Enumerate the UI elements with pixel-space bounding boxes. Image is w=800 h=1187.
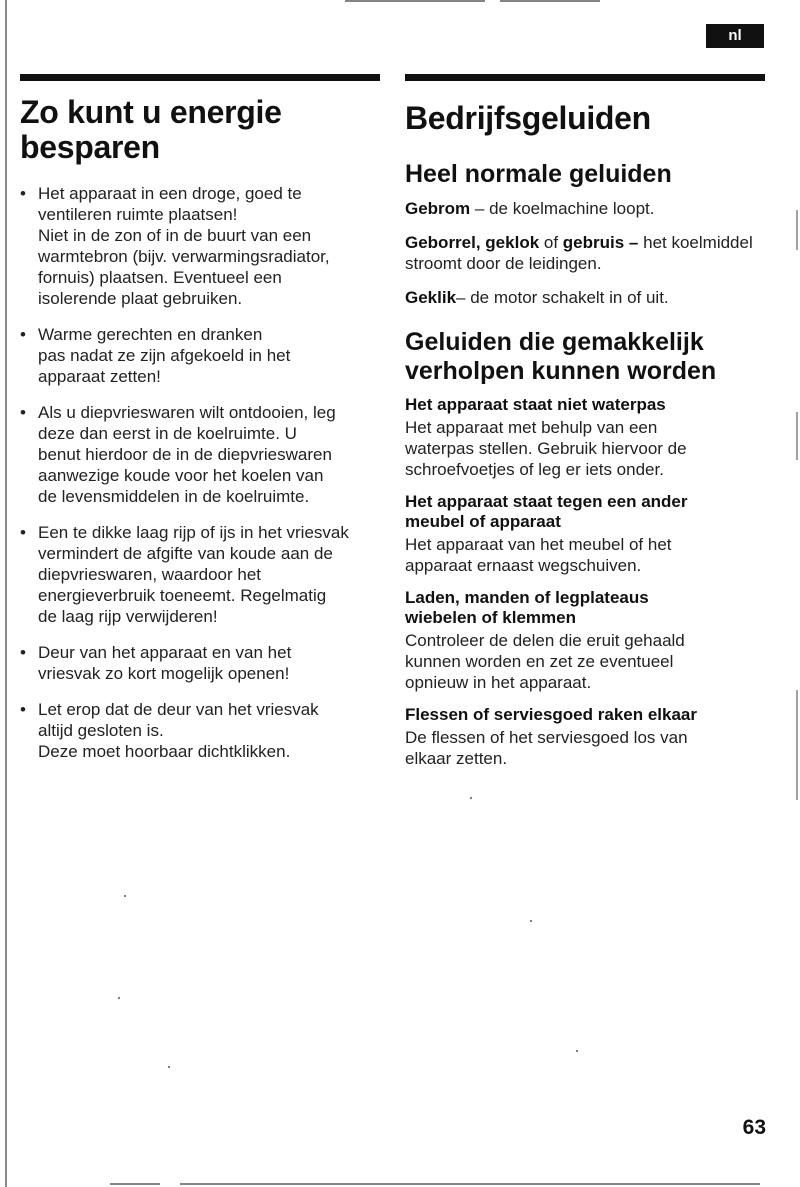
solution-line: Controleer de delen die eruit gehaald	[405, 631, 685, 650]
noise-term: gebruis –	[562, 233, 639, 252]
tip-item	[20, 642, 380, 684]
problem-title-line: Flessen of serviesgoed raken elkaar	[405, 705, 697, 724]
bullet-icon: •	[20, 325, 26, 344]
problem-title	[405, 588, 765, 628]
heading-line: Geluiden die gemakkelijk	[405, 328, 704, 356]
tip-line: Warme gerechten en dranken	[38, 325, 263, 344]
tip-line: vriesvak zo kort mogelijk openen!	[38, 664, 290, 683]
energy-saving-section	[20, 74, 380, 777]
tip-line: pas nadat ze zijn afgekoeld in het	[38, 346, 291, 365]
problem-title-line: Laden, manden of legplateaus	[405, 588, 649, 607]
title-line: Zo kunt u energie	[20, 94, 282, 130]
solution-line: elkaar zetten.	[405, 749, 508, 768]
problem-solution	[405, 417, 765, 480]
tip-line: deze dan eerst in de koelruimte. U	[38, 424, 297, 443]
tip-line: Deze moet hoorbaar dichtklikken.	[38, 742, 291, 761]
problem-title-line: Het apparaat staat niet waterpas	[405, 395, 666, 414]
section-rule	[20, 74, 380, 81]
problem-title	[405, 492, 765, 532]
scan-speck	[470, 797, 472, 799]
bullet-icon: •	[20, 700, 26, 719]
problem-solution	[405, 727, 765, 769]
problem-solution	[405, 534, 765, 576]
tip-line: benut hierdoor de in de diepvrieswaren	[38, 445, 332, 464]
scan-edge-bottom	[180, 1183, 760, 1185]
scan-edge-top	[345, 0, 485, 2]
scan-edge-bottom	[110, 1183, 160, 1185]
tip-line: de levensmiddelen in de koelruimte.	[38, 487, 310, 506]
solution-line: schroefvoetjes of leg er iets onder.	[405, 460, 664, 479]
noise-item	[405, 232, 765, 274]
problem-solution	[405, 630, 765, 693]
problem-block	[405, 395, 765, 480]
tip-item	[20, 183, 380, 309]
noise-item	[405, 198, 765, 219]
bullet-icon: •	[20, 523, 26, 542]
tip-line: Als u diepvrieswaren wilt ontdooien, leg	[38, 403, 336, 422]
scan-edge-right	[796, 210, 798, 250]
tip-line: aanwezige koude voor het koelen van	[38, 466, 324, 485]
tip-line: altijd gesloten is.	[38, 721, 164, 740]
scan-speck	[168, 1066, 170, 1068]
noise-text: – de motor schakelt in of uit.	[456, 288, 669, 307]
noise-term: Geklik	[405, 288, 457, 307]
tip-line: vermindert de afgifte van koude aan de	[38, 544, 333, 563]
problem-block	[405, 588, 765, 693]
bullet-icon: •	[20, 403, 26, 422]
scan-speck	[124, 895, 126, 897]
tip-item	[20, 699, 380, 762]
bullet-icon: •	[20, 643, 26, 662]
noise-text: of	[539, 233, 563, 252]
tip-line: apparaat zetten!	[38, 367, 161, 386]
tip-line: Let erop dat de deur van het vriesvak	[38, 700, 319, 719]
tip-line: Het apparaat in een droge, goed te	[38, 184, 302, 203]
scan-edge-top	[500, 0, 600, 2]
bullet-icon: •	[20, 184, 26, 203]
problem-title	[405, 395, 765, 415]
scan-edge-left	[5, 0, 7, 1187]
noise-term: Gebrom	[405, 199, 471, 218]
tips-list	[20, 183, 380, 762]
fixable-noises-heading	[405, 328, 765, 386]
tip-line: Deur van het apparaat en van het	[38, 643, 292, 662]
problem-block	[405, 705, 765, 769]
tip-line: diepvrieswaren, waardoor het	[38, 565, 262, 584]
section-title	[20, 95, 380, 165]
solution-line: Het apparaat van het meubel of het	[405, 535, 672, 554]
solution-line: waterpas stellen. Gebruik hiervoor de	[405, 439, 687, 458]
scan-edge-right	[796, 412, 798, 460]
tip-line: de laag rijp verwijderen!	[38, 607, 218, 626]
solution-line: opnieuw in het apparaat.	[405, 673, 592, 692]
tip-line: fornuis) plaatsen. Eventueel een	[38, 268, 282, 287]
tip-line: Een te dikke laag rijp of ijs in het vriesvak	[38, 523, 349, 542]
solution-line: Het apparaat met behulp van een	[405, 418, 658, 437]
problem-title-line: wiebelen of klemmen	[405, 608, 576, 627]
noise-term: Geborrel, geklok	[405, 233, 540, 252]
section-rule	[405, 74, 765, 81]
noise-text: – de koelmachine loopt.	[470, 199, 655, 218]
scan-speck	[576, 1050, 578, 1052]
heading-line: verholpen kunnen worden	[405, 357, 717, 385]
scan-speck	[118, 997, 120, 999]
tip-line: warmtebron (bijv. verwarmingsradiator,	[38, 247, 330, 266]
tip-item	[20, 324, 380, 387]
solution-line: kunnen worden en zet ze eventueel	[405, 652, 674, 671]
page-number: 63	[742, 1116, 766, 1139]
operating-noises-section	[405, 74, 765, 781]
language-badge: nl	[706, 24, 764, 48]
problem-title	[405, 705, 765, 725]
tip-line: Niet in de zon of in de buurt van een	[38, 226, 312, 245]
scan-edge-right	[796, 690, 798, 800]
problem-title-line: Het apparaat staat tegen een ander	[405, 492, 688, 511]
tip-item	[20, 522, 380, 627]
tip-line: energieverbruik toeneemt. Regelmatig	[38, 586, 327, 605]
solution-line: De flessen of het serviesgoed los van	[405, 728, 688, 747]
problem-title-line: meubel of apparaat	[405, 512, 561, 531]
tip-line: ventileren ruimte plaatsen!	[38, 205, 238, 224]
tip-item	[20, 402, 380, 507]
normal-noises-heading: Heel normale geluiden	[405, 160, 672, 188]
problem-block	[405, 492, 765, 576]
title-line: besparen	[20, 129, 160, 165]
scan-speck	[530, 920, 532, 922]
tip-line: isolerende plaat gebruiken.	[38, 289, 243, 308]
solution-line: apparaat ernaast wegschuiven.	[405, 556, 642, 575]
noise-item	[405, 287, 765, 308]
section-title: Bedrijfsgeluiden	[405, 100, 651, 136]
noise-text: het koelmiddel stroomt door de leidingen.	[405, 233, 753, 273]
